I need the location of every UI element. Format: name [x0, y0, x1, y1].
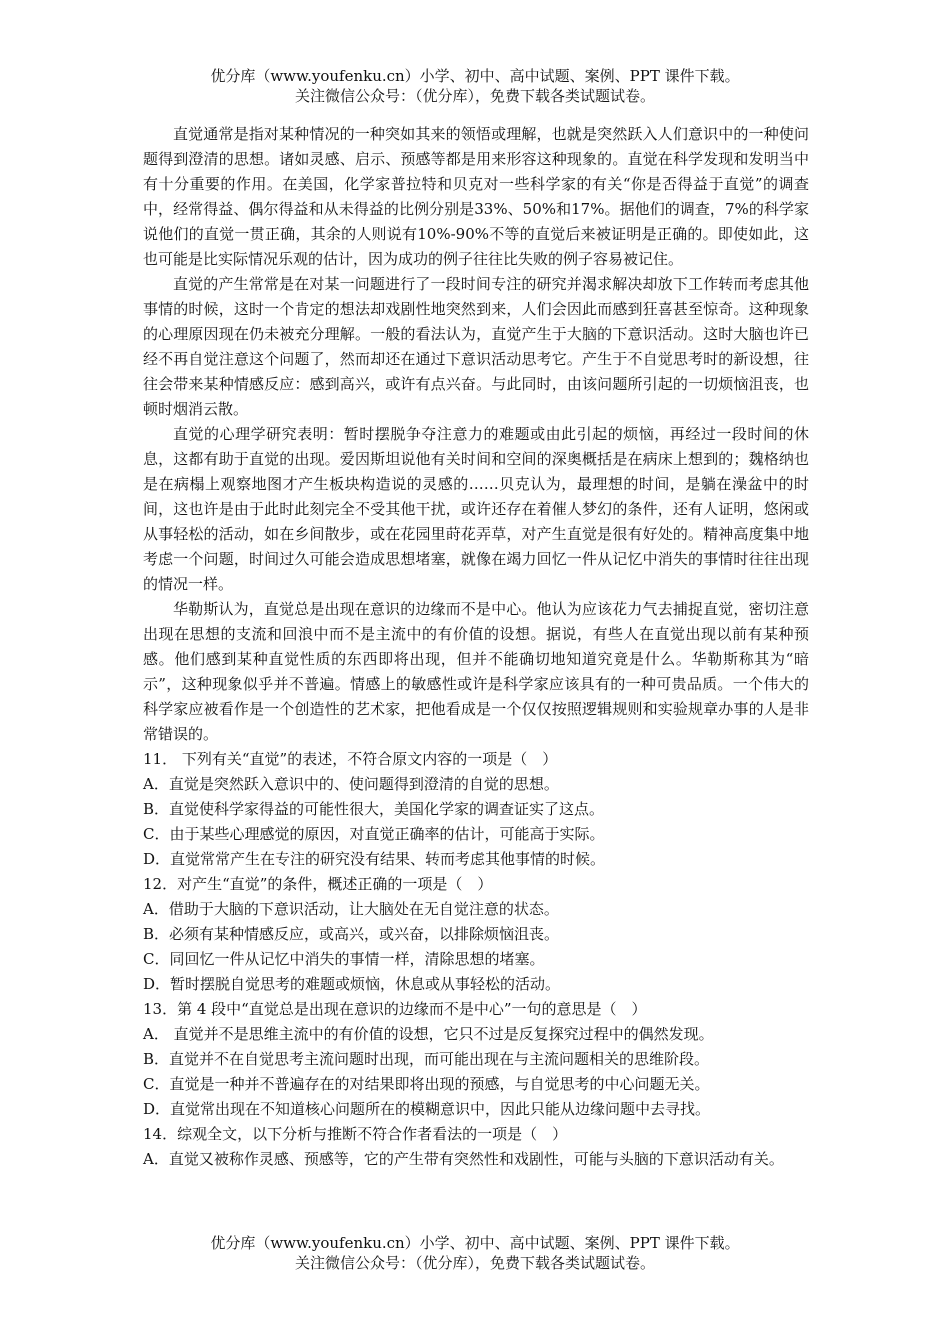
question-12-option-d: D．暂时摆脱自觉思考的难题或烦恼，休息或从事轻松的活动。	[143, 975, 561, 993]
question-11-option-d: D．直觉常常产生在专注的研究没有结果、转而考虑其他事情的时候。	[143, 850, 606, 868]
question-12	[143, 872, 809, 997]
page-footer	[0, 1233, 950, 1273]
paragraph-3: 直觉的心理学研究表明：暂时摆脱争夺注意力的难题或由此引起的烦恼，再经过一段时间的休息，这都有助于直觉的出现。爱因斯坦说他有关时间和空间的深奥概括是在病床上想到的；魏格纳也是在病榻上观察地图才产生板块构造说的灵感的……贝克认为，最理想的时间，是躺在澡盆中的时间，这也许是由于此时此刻完全不受其他干扰，或许还存在着催人梦幻的条件，还有人证明，悠闲或从事轻松的活动，如在乡间散步，或在花园里莳花弄草，对产生直觉是很有好处的。精神高度集中地考虑一个问题，时间过久可能会造成思想堵塞，就像在竭力回忆一件从记忆中消失的事情时往往出现的情况一样。	[143, 425, 809, 593]
question-12-stem: 12．对产生“直觉”的条件，概述正确的一项是（ ）	[143, 875, 493, 893]
question-11-option-b: B．直觉使科学家得益的可能性很大，美国化学家的调查证实了这点。	[143, 800, 605, 818]
question-11-option-c: C．由于某些心理感觉的原因，对直觉正确率的估计，可能高于实际。	[143, 825, 605, 843]
question-13-option-b: B．直觉并不在自觉思考主流问题时出现，而可能出现在与主流问题相关的思维阶段。	[143, 1050, 710, 1068]
header-line-1: 优分库（www.youfenku.cn）小学、初中、高中试题、案例、PPT 课件下载。	[210, 67, 740, 85]
question-11	[143, 747, 809, 872]
header-line-2: 关注微信公众号：（优分库），免费下载各类试题试卷。	[294, 87, 655, 105]
question-12-option-a: A．借助于大脑的下意识活动，让大脑处在无自觉注意的状态。	[143, 900, 559, 918]
question-12-option-c: C．同回忆一件从记忆中消失的事情一样，清除思想的堵塞。	[143, 950, 545, 968]
paragraph-4: 华勒斯认为，直觉总是出现在意识的边缘而不是中心。他认为应该花力气去捕捉直觉，密切注意出现在思想的支流和回浪中而不是主流中的有价值的设想。据说，有些人在直觉出现以前有某种预感。他们感到某种直觉性质的东西即将出现，但并不能确切地知道究竟是什么。华勒斯称其为“暗示”，这种现象似乎并不普遍。情感上的敏感性或许是科学家应该具有的一种可贵品质。一个伟大的科学家应被看作是一个创造性的艺术家，把他看成是一个仅仅按照逻辑规则和实验规章办事的人是非常错误的。	[143, 600, 809, 743]
question-14-option-a: A．直觉又被称作灵感、预感等，它的产生带有突然性和戏剧性，可能与头脑的下意识活动有关。	[143, 1150, 784, 1168]
page-header	[0, 66, 950, 106]
question-11-stem: 11． 下列有关“直觉”的表述，不符合原文内容的一项是（ ）	[143, 750, 558, 768]
question-14-stem: 14．综观全文，以下分析与推断不符合作者看法的一项是（ ）	[143, 1125, 568, 1143]
document-body	[143, 122, 809, 1172]
question-13-option-c: C．直觉是一种并不普遍存在的对结果即将出现的预感，与自觉思考的中心问题无关。	[143, 1075, 710, 1093]
question-12-option-b: B．必须有某种情感反应，或高兴，或兴奋，以排除烦恼沮丧。	[143, 925, 560, 943]
question-13	[143, 997, 809, 1122]
footer-line-1: 优分库（www.youfenku.cn）小学、初中、高中试题、案例、PPT 课件下载。	[210, 1234, 740, 1252]
question-13-option-a: A． 直觉并不是思维主流中的有价值的设想，它只不过是反复探究过程中的偶然发现。	[143, 1025, 714, 1043]
question-13-option-d: D．直觉常出现在不知道核心问题所在的模糊意识中，因此只能从边缘问题中去寻找。	[143, 1100, 711, 1118]
question-11-option-a: A．直觉是突然跃入意识中的、使问题得到澄清的自觉的思想。	[143, 775, 559, 793]
question-14	[143, 1122, 809, 1172]
paragraph-1: 直觉通常是指对某种情况的一种突如其来的领悟或理解，也就是突然跃入人们意识中的一种使问题得到澄清的思想。诸如灵感、启示、预感等都是用来形容这种现象的。直觉在科学发现和发明当中有十分重要的作用。在美国，化学家普拉特和贝克对一些科学家的有关“你是否得益于直觉”的调查中，经常得益、偶尔得益和从未得益的比例分别是33%、50%和17%。据他们的调查，7%的科学家说他们的直觉一贯正确，其余的人则说有10%-90%不等的直觉后来被证明是正确的。即使如此，这也可能是比实际情况乐观的估计，因为成功的例子往往比失败的例子容易被记住。	[143, 125, 809, 268]
paragraph-2: 直觉的产生常常是在对某一问题进行了一段时间专注的研究并渴求解决却放下工作转而考虑其他事情的时候，这时一个肯定的想法却戏剧性地突然到来，人们会因此而感到狂喜甚至惊奇。这种现象的心理原因现在仍未被充分理解。一般的看法认为，直觉产生于大脑的下意识活动。这时大脑也许已经不再自觉注意这个问题了，然而却还在通过下意识活动思考它。产生于不自觉思考时的新设想，往往会带来某种情感反应：感到高兴，或许有点兴奋。与此同时，由该问题所引起的一切烦恼沮丧，也顿时烟消云散。	[143, 275, 809, 418]
question-13-stem: 13．第 4 段中“直觉总是出现在意识的边缘而不是中心”一句的意思是（ ）	[143, 1000, 647, 1018]
footer-line-2: 关注微信公众号：（优分库），免费下载各类试题试卷。	[294, 1254, 655, 1272]
